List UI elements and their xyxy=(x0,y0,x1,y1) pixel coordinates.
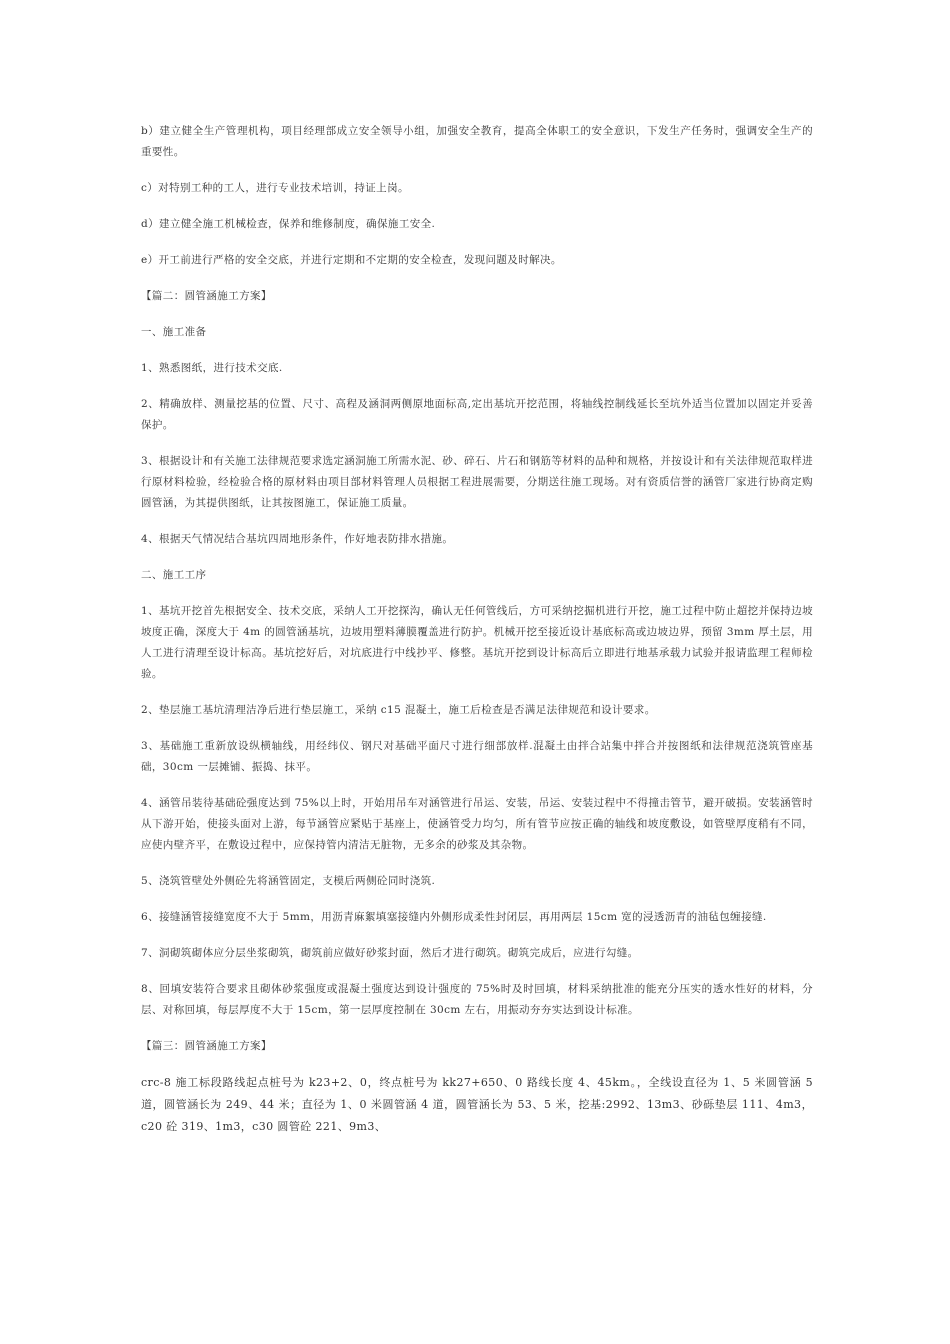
procedure-item-8: 8、回填安装符合要求且砌体砂浆强度或混凝土强度达到设计强度的 75%时及时回填，材料采纳批准的能充分压实的透水性好的材料，分层、对称回填，每层厚度不大于 15cm，第一层厚度控制在 30cm 左右，用振动夯夯实达到设计标准。 xyxy=(141,983,813,1016)
section-heading-part3: 【篇三：圆管涵施工方案】 xyxy=(141,1040,272,1052)
paragraph-d: d）建立健全施工机械检查，保养和维修制度，确保施工安全. xyxy=(141,218,436,230)
paragraph-b: b）建立健全生产管理机构，项目经理部成立安全领导小组，加强安全教育，提高全体职工的安全意识，下发生产任务时，强调安全生产的重要性。 xyxy=(141,125,813,158)
project-overview-paragraph: crc-8 施工标段路线起点桩号为 k23+2、0，终点桩号为 kk27+650、0 路线长度 4、45km。，全线设直径为 1、5 米圆管涵 5 道，圆管涵长为 249、44 米；直径为 1、0 米圆管涵 4 道，圆管涵长为 53、5 米，挖基:2992、13m3、砂砾垫层 111、4m3，c20 砼 319、1m3，c30 圆管砼 221、9m3、 xyxy=(141,1076,813,1133)
prep-item-4: 4、根据天气情况结合基坑四周地形条件，作好地表防排水措施。 xyxy=(141,533,454,545)
procedure-item-4: 4、涵管吊装待基础砼强度达到 75%以上时，开始用吊车对涵管进行吊运、安装，吊运、安装过程中不得撞击管节，避开破损。安装涵管时从下游开始，使接头面对上游，每节涵管应紧贴于基座上，使涵管受力均匀，所有管节应按正确的轴线和坡度敷设，如管壁厚度稍有不同，应使内壁齐平，在敷设过程中，应保持管内清洁无脏物，无多余的砂浆及其杂物。 xyxy=(141,797,813,851)
document-body xyxy=(141,121,813,1138)
paragraph-c: c）对特别工种的工人，进行专业技术培训，持证上岗。 xyxy=(141,182,409,194)
procedure-item-5: 5、浇筑管壁处外侧砼先将涵管固定，支模后两侧砼同时浇筑. xyxy=(141,875,436,887)
section-heading-part2: 【篇二：圆管涵施工方案】 xyxy=(141,290,272,302)
procedure-item-3: 3、基础施工重新放设纵横轴线，用经纬仪、钢尺对基础平面尺寸进行细部放样.混凝土由拌合站集中拌合并按图纸和法律规范浇筑管座基础，30cm 一层摊铺、振捣、抹平。 xyxy=(141,740,813,773)
prep-item-3: 3、根据设计和有关施工法律规范要求选定涵洞施工所需水泥、砂、碎石、片石和钢筋等材料的品种和规格，并按设计和有关法律规范取样进行原材料检验，经检验合格的原材料由项目部材料管理人员根据工程进展需要，分期送往施工现场。对有资质信誉的涵管厂家进行协商定购圆管涵，为其提供图纸，让其按图施工，保证施工质量。 xyxy=(141,455,813,509)
procedure-item-6: 6、接缝涵管接缝宽度不大于 5mm，用沥青麻絮填塞接缝内外侧形成柔性封闭层，再用两层 15cm 宽的浸透沥青的油毡包缠接缝. xyxy=(141,911,767,923)
procedure-item-7: 7、洞砌筑砌体应分层坐浆砌筑，砌筑前应做好砂浆封面，然后才进行砌筑。砌筑完成后，应进行勾缝。 xyxy=(141,947,639,959)
prep-item-2: 2、精确放样、测量挖基的位置、尺寸、高程及涵洞两侧原地面标高,定出基坑开挖范围，将轴线控制线延长至坑外适当位置加以固定并妥善保护。 xyxy=(141,398,813,431)
subheading-procedure: 二、施工工序 xyxy=(141,569,207,581)
subheading-preparation: 一、施工准备 xyxy=(141,326,207,338)
paragraph-e: e）开工前进行严格的安全交底，并进行定期和不定期的安全检查，发现问题及时解决。 xyxy=(141,254,562,266)
prep-item-1: 1、熟悉图纸，进行技术交底. xyxy=(141,362,283,374)
procedure-item-2: 2、垫层施工基坑清理洁净后进行垫层施工，采纳 c15 混凝土，施工后检查是否满足法律规范和设计要求。 xyxy=(141,704,656,716)
procedure-item-1: 1、基坑开挖首先根据安全、技术交底，采纳人工开挖探沟，确认无任何管线后，方可采纳挖掘机进行开挖，施工过程中防止超挖并保持边坡坡度正确，深度大于 4m 的圆管涵基坑，边坡用塑料薄膜覆盖进行防护。机械开挖至接近设计基底标高或边坡边界，预留 3mm 厚土层，用人工进行清理至设计标高。基坑挖好后，对坑底进行中线抄平、修整。基坑开挖到设计标高后立即进行地基承载力试验并报请监理工程师检验。 xyxy=(141,605,813,680)
